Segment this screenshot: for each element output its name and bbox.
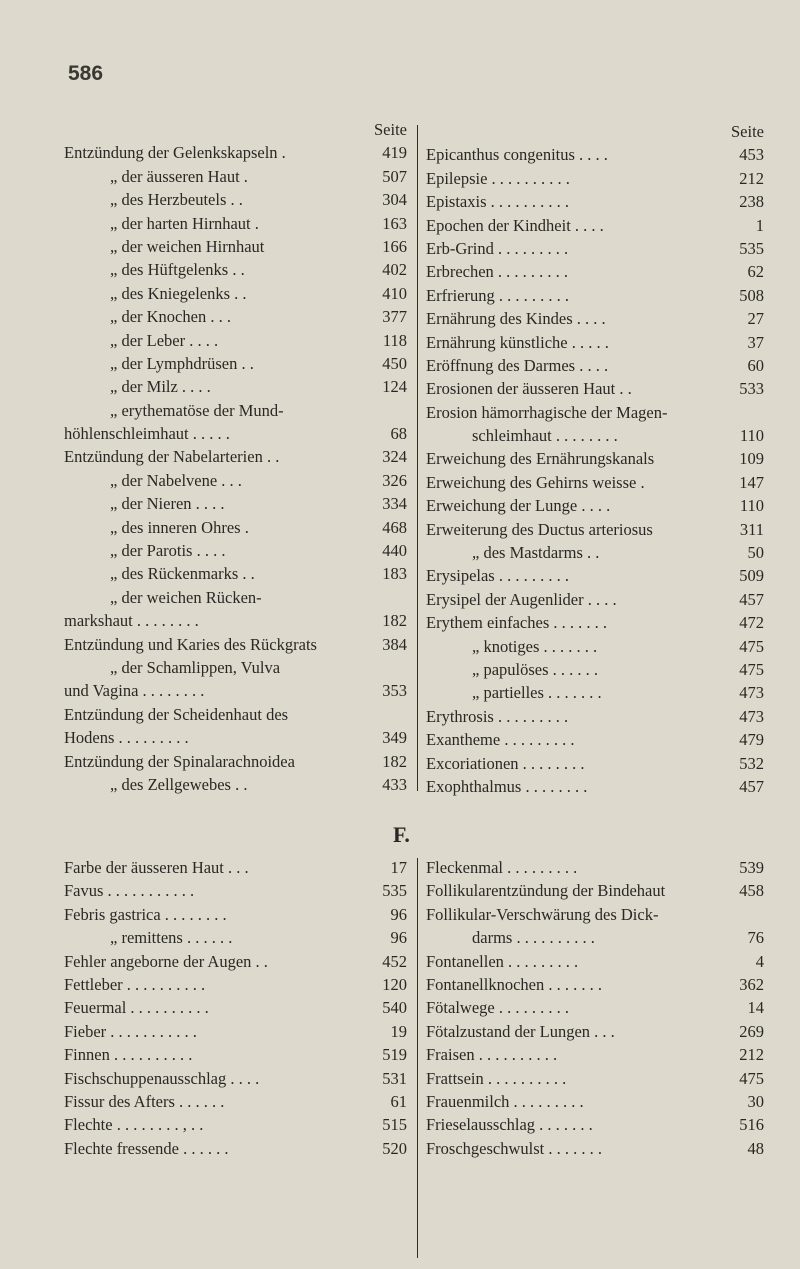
- entry-term: Feuermal . . . . . . . . . .: [64, 998, 209, 1018]
- entry-term: Favus . . . . . . . . . . .: [64, 881, 195, 901]
- entry-page-number: 110: [739, 496, 764, 516]
- entry-page-number: 238: [739, 192, 764, 212]
- entry-term: Frattsein . . . . . . . . . .: [426, 1068, 567, 1088]
- entry-page-number: 17: [390, 858, 407, 877]
- entry-page-number: 1: [755, 215, 764, 235]
- entry-page-number: 37: [747, 332, 764, 352]
- entry-page-number: 532: [739, 753, 764, 773]
- entry-page-number: 212: [739, 1045, 764, 1065]
- index-entry: [64, 141, 407, 164]
- index-entry: [426, 564, 764, 587]
- index-entry: [426, 354, 764, 377]
- entry-term: „ erythematöse der Mund-: [110, 400, 284, 420]
- entry-page-number: 509: [739, 566, 764, 586]
- entry-page-number: 353: [382, 681, 407, 701]
- entry-page-number: 118: [382, 330, 407, 350]
- entry-page-number: 508: [739, 285, 764, 305]
- entry-page-number: 19: [390, 1021, 407, 1041]
- index-entry: [64, 165, 407, 188]
- entry-page-number: 473: [739, 683, 764, 703]
- index-entry: [64, 282, 407, 305]
- index-entry: [426, 377, 764, 400]
- index-entry: [64, 1090, 407, 1113]
- entry-term: „ des Zellgewebes . .: [110, 774, 248, 794]
- index-entry: [426, 1137, 764, 1160]
- entry-term: Frauenmilch . . . . . . . . .: [426, 1091, 584, 1111]
- index-entry: [64, 973, 407, 996]
- entry-term: Ernährung künstliche . . . . .: [426, 332, 609, 352]
- entry-page-number: 96: [390, 904, 407, 924]
- entry-term: Febris gastrica . . . . . . . .: [64, 904, 227, 924]
- entry-term: schleimhaut . . . . . . . .: [472, 426, 618, 446]
- entry-page-number: 468: [382, 517, 407, 537]
- index-entry: [64, 1137, 407, 1160]
- index-entry: [426, 1067, 764, 1090]
- entry-page-number: 182: [382, 751, 407, 771]
- entry-page-number: 60: [747, 355, 764, 375]
- entry-term: Hodens . . . . . . . . .: [64, 728, 189, 748]
- entry-term: „ des Kniegelenks . .: [110, 283, 247, 303]
- index-entry: [64, 656, 407, 679]
- entry-term: Erosion hämorrhagische der Magen-: [426, 402, 668, 422]
- index-column-e-right: [426, 120, 764, 798]
- entry-term: „ der harten Hirnhaut .: [110, 213, 259, 233]
- index-entry: [426, 424, 764, 447]
- entry-page-number: 110: [739, 426, 764, 446]
- index-entry: [426, 541, 764, 564]
- entry-page-number: 402: [382, 260, 407, 280]
- entry-page-number: 377: [382, 307, 407, 327]
- index-entry: [64, 305, 407, 328]
- entry-page-number: 516: [739, 1115, 764, 1135]
- entry-term: Fraisen . . . . . . . . . .: [426, 1045, 558, 1065]
- index-entry: [64, 726, 407, 749]
- entry-page-number: 14: [747, 998, 764, 1018]
- index-entry: [64, 375, 407, 398]
- entry-term: Epilepsie . . . . . . . . . .: [426, 168, 570, 188]
- entry-page-number: 457: [739, 776, 764, 796]
- entry-term: „ der weichen Rücken-: [110, 587, 262, 607]
- index-entry: [64, 879, 407, 902]
- entry-term: Excoriationen . . . . . . . .: [426, 753, 585, 773]
- entry-term: Erweiterung des Ductus arteriosus: [426, 519, 653, 539]
- entry-term: „ der äusseren Haut .: [110, 166, 248, 186]
- index-entry: [426, 237, 764, 260]
- page-number: 586: [68, 62, 104, 85]
- index-entry: [426, 1090, 764, 1113]
- entry-term: Fontanellen . . . . . . . . .: [426, 951, 579, 971]
- entry-page-number: 120: [382, 974, 407, 994]
- entry-term: Frieselausschlag . . . . . . .: [426, 1115, 593, 1135]
- index-entry: [426, 447, 764, 470]
- index-entry: [426, 996, 764, 1019]
- index-entry: [64, 562, 407, 585]
- index-entry: [426, 190, 764, 213]
- index-entry: [64, 445, 407, 468]
- index-entry: [426, 518, 764, 541]
- entry-term: „ der Knochen . . .: [110, 307, 231, 327]
- index-entry: [64, 492, 407, 515]
- entry-term: „ remittens . . . . . .: [110, 928, 233, 948]
- entry-term: Erythem einfaches . . . . . . .: [426, 613, 607, 633]
- entry-term: Entzündung der Gelenkskapseln .: [64, 143, 286, 163]
- column-divider-e: [417, 125, 418, 791]
- index-entry: [64, 235, 407, 258]
- index-entry: [64, 539, 407, 562]
- index-entry: [426, 611, 764, 634]
- index-entry: [426, 260, 764, 283]
- section-letter: F.: [393, 822, 410, 847]
- entry-term: „ der Nieren . . . .: [110, 494, 225, 514]
- index-entry: [64, 586, 407, 609]
- entry-term: Fötalwege . . . . . . . . .: [426, 998, 569, 1018]
- index-entry: [426, 705, 764, 728]
- index-entry: [64, 609, 407, 632]
- entry-term: „ des Herzbeutels . .: [110, 190, 243, 210]
- entry-page-number: 166: [382, 236, 407, 256]
- entry-term: „ des Mastdarms . .: [472, 543, 600, 563]
- entry-term: darms . . . . . . . . . .: [472, 928, 595, 948]
- index-entry: [64, 856, 407, 879]
- entry-page-number: 62: [747, 262, 764, 282]
- index-column-e-left: [64, 118, 407, 796]
- index-entry: [426, 494, 764, 517]
- entry-term: Eröffnung des Darmes . . . .: [426, 355, 609, 375]
- entry-term: „ papulöses . . . . . .: [472, 659, 599, 679]
- entry-page-number: 163: [382, 213, 407, 233]
- index-entry: [64, 1043, 407, 1066]
- entry-page-number: 48: [747, 1138, 764, 1158]
- index-entry: [426, 728, 764, 751]
- index-entry: [426, 1020, 764, 1043]
- entry-term: Follikular-Verschwärung des Dick-: [426, 904, 659, 924]
- index-entry: [64, 1020, 407, 1043]
- entry-term: Erb-Grind . . . . . . . . .: [426, 238, 569, 258]
- index-entry: [426, 879, 764, 902]
- entry-term: Exantheme . . . . . . . . .: [426, 730, 575, 750]
- entry-page-number: 334: [382, 494, 407, 514]
- index-entry: [64, 1067, 407, 1090]
- entry-term: „ der Nabelvene . . .: [110, 470, 242, 490]
- entry-term: Exophthalmus . . . . . . . .: [426, 776, 588, 796]
- entry-term: „ knotiges . . . . . . .: [472, 636, 598, 656]
- entry-term: Fieber . . . . . . . . . . .: [64, 1021, 197, 1041]
- index-entry: [64, 996, 407, 1019]
- entry-term: Erbrechen . . . . . . . . .: [426, 262, 569, 282]
- entry-term: „ der Parotis . . . .: [110, 541, 226, 561]
- entry-page-number: 96: [390, 928, 407, 948]
- index-entry: [426, 307, 764, 330]
- seite-header: [64, 118, 407, 141]
- entry-term: Fehler angeborne der Augen . .: [64, 951, 268, 971]
- index-entry: [426, 167, 764, 190]
- entry-page-number: 473: [739, 706, 764, 726]
- entry-page-number: 4: [755, 951, 764, 971]
- index-column-f-right: [426, 856, 764, 1160]
- entry-term: Fischschuppenausschlag . . . .: [64, 1068, 260, 1088]
- entry-page-number: 535: [739, 238, 764, 258]
- entry-term: Epochen der Kindheit . . . .: [426, 215, 604, 235]
- index-entry: [64, 633, 407, 656]
- entry-page-number: 440: [382, 541, 407, 561]
- entry-term: Epicanthus congenitus . . . .: [426, 145, 608, 165]
- entry-term: „ partielles . . . . . . .: [472, 683, 602, 703]
- entry-page-number: 515: [382, 1115, 407, 1135]
- entry-page-number: 27: [747, 309, 764, 329]
- index-entry: [426, 331, 764, 354]
- index-entry: [64, 352, 407, 375]
- index-entry: [426, 926, 764, 949]
- index-entry: [426, 1043, 764, 1066]
- entry-page-number: 183: [382, 564, 407, 584]
- index-entry: [426, 950, 764, 973]
- entry-term: Finnen . . . . . . . . . .: [64, 1045, 193, 1065]
- entry-term: Fissur des Afters . . . . . .: [64, 1091, 225, 1111]
- entry-page-number: 475: [739, 1068, 764, 1088]
- entry-page-number: 535: [382, 881, 407, 901]
- entry-term: Ernährung des Kindes . . . .: [426, 309, 606, 329]
- entry-page-number: 182: [382, 611, 407, 631]
- index-entry: [426, 214, 764, 237]
- entry-page-number: 349: [382, 728, 407, 748]
- entry-term: „ der Leber . . . .: [110, 330, 219, 350]
- entry-page-number: 533: [739, 379, 764, 399]
- entry-page-number: 324: [382, 447, 407, 467]
- entry-page-number: 457: [739, 589, 764, 609]
- index-entry: [426, 284, 764, 307]
- entry-page-number: 30: [747, 1091, 764, 1111]
- index-entry: [64, 950, 407, 973]
- entry-term: „ des Rückenmarks . .: [110, 564, 255, 584]
- entry-term: Erweichung der Lunge . . . .: [426, 496, 611, 516]
- entry-term: Erythrosis . . . . . . . . .: [426, 706, 569, 726]
- entry-page-number: 50: [747, 543, 764, 563]
- index-entry: [64, 258, 407, 281]
- entry-term: Froschgeschwulst . . . . . . .: [426, 1138, 602, 1158]
- entry-page-number: 475: [739, 659, 764, 679]
- entry-page-number: 458: [739, 881, 764, 901]
- entry-page-number: 453: [739, 145, 764, 165]
- index-entry: [64, 399, 407, 422]
- index-entry: [64, 188, 407, 211]
- entry-term: Flechte fressende . . . . . .: [64, 1138, 229, 1158]
- entry-page-number: 452: [382, 951, 407, 971]
- entry-term: „ der Schamlippen, Vulva: [110, 657, 281, 677]
- entry-page-number: 540: [382, 998, 407, 1018]
- entry-term: Entzündung der Spinalarachnoidea: [64, 751, 295, 771]
- entry-term: Flechte . . . . . . . . , . .: [64, 1115, 204, 1135]
- entry-page-number: 68: [390, 424, 407, 444]
- index-entry: [426, 401, 764, 424]
- entry-term: Erosionen der äusseren Haut . .: [426, 379, 632, 399]
- index-entry: [426, 143, 764, 166]
- index-entry: [426, 1113, 764, 1136]
- entry-page-number: 212: [739, 168, 764, 188]
- index-entry: [64, 703, 407, 726]
- entry-term: „ der weichen Hirnhaut: [110, 236, 265, 256]
- index-entry: [426, 635, 764, 658]
- index-entry: [64, 926, 407, 949]
- entry-page-number: 384: [382, 634, 407, 654]
- index-entry: [426, 658, 764, 681]
- entry-page-number: 362: [739, 974, 764, 994]
- index-entry: [426, 973, 764, 996]
- entry-term: „ des Hüftgelenks . .: [110, 260, 245, 280]
- index-entry: [64, 773, 407, 796]
- entry-term: Entzündung der Nabelarterien . .: [64, 447, 280, 467]
- index-entry: [426, 752, 764, 775]
- seite-label: Seite: [374, 120, 407, 139]
- index-entry: [64, 679, 407, 702]
- entry-page-number: 539: [739, 858, 764, 877]
- entry-term: Erysipel der Augenlider . . . .: [426, 589, 617, 609]
- entry-page-number: 479: [739, 730, 764, 750]
- entry-term: Entzündung und Karies des Rückgrats: [64, 634, 317, 654]
- seite-label: Seite: [731, 122, 764, 141]
- entry-page-number: 472: [739, 613, 764, 633]
- entry-term: „ der Lymphdrüsen . .: [110, 353, 254, 373]
- entry-page-number: 410: [382, 283, 407, 303]
- entry-term: Fleckenmal . . . . . . . . .: [426, 858, 578, 877]
- entry-term: Fettleber . . . . . . . . . .: [64, 974, 206, 994]
- entry-page-number: 269: [739, 1021, 764, 1041]
- index-entry: [64, 516, 407, 539]
- entry-term: Follikularentzündung der Bindehaut: [426, 881, 666, 901]
- entry-term: Fontanellknochen . . . . . . .: [426, 974, 602, 994]
- entry-term: Erweichung des Gehirns weisse .: [426, 472, 645, 492]
- index-entry: [64, 903, 407, 926]
- column-divider-f: [417, 858, 418, 1258]
- index-column-f-left: [64, 856, 407, 1160]
- entry-term: „ der Milz . . . .: [110, 377, 211, 397]
- entry-page-number: 61: [390, 1091, 407, 1111]
- entry-page-number: 419: [382, 143, 407, 163]
- index-entry: [426, 856, 764, 879]
- entry-page-number: 520: [382, 1138, 407, 1158]
- entry-page-number: 475: [739, 636, 764, 656]
- index-entry: [426, 681, 764, 704]
- seite-header: [426, 120, 764, 143]
- index-entry: [426, 903, 764, 926]
- entry-page-number: 450: [382, 353, 407, 373]
- entry-page-number: 109: [739, 449, 764, 469]
- entry-page-number: 433: [382, 774, 407, 794]
- entry-page-number: 304: [382, 190, 407, 210]
- entry-page-number: 531: [382, 1068, 407, 1088]
- entry-term: „ des inneren Ohres .: [110, 517, 249, 537]
- entry-term: Epistaxis . . . . . . . . . .: [426, 192, 569, 212]
- index-entry: [64, 212, 407, 235]
- entry-page-number: 124: [382, 377, 407, 397]
- entry-page-number: 311: [739, 519, 764, 539]
- entry-term: Erysipelas . . . . . . . . .: [426, 566, 569, 586]
- index-entry: [64, 422, 407, 445]
- entry-term: Fötalzustand der Lungen . . .: [426, 1021, 615, 1041]
- entry-term: und Vagina . . . . . . . .: [64, 681, 205, 701]
- entry-term: Erweichung des Ernährungskanals: [426, 449, 655, 469]
- entry-page-number: 147: [739, 472, 764, 492]
- index-entry: [426, 588, 764, 611]
- entry-page-number: 76: [747, 928, 764, 948]
- index-entry: [426, 471, 764, 494]
- entry-term: markshaut . . . . . . . .: [64, 611, 199, 631]
- index-entry: [64, 1113, 407, 1136]
- entry-term: Farbe der äusseren Haut . . .: [64, 858, 249, 877]
- index-entry: [426, 775, 764, 798]
- index-entry: [64, 750, 407, 773]
- entry-term: Entzündung der Scheidenhaut des: [64, 704, 289, 724]
- entry-term: Erfrierung . . . . . . . . .: [426, 285, 569, 305]
- entry-page-number: 519: [382, 1045, 407, 1065]
- index-entry: [64, 329, 407, 352]
- index-entry: [64, 469, 407, 492]
- entry-page-number: 326: [382, 470, 407, 490]
- entry-term: höhlenschleimhaut . . . . .: [64, 424, 230, 444]
- entry-page-number: 507: [382, 166, 407, 186]
